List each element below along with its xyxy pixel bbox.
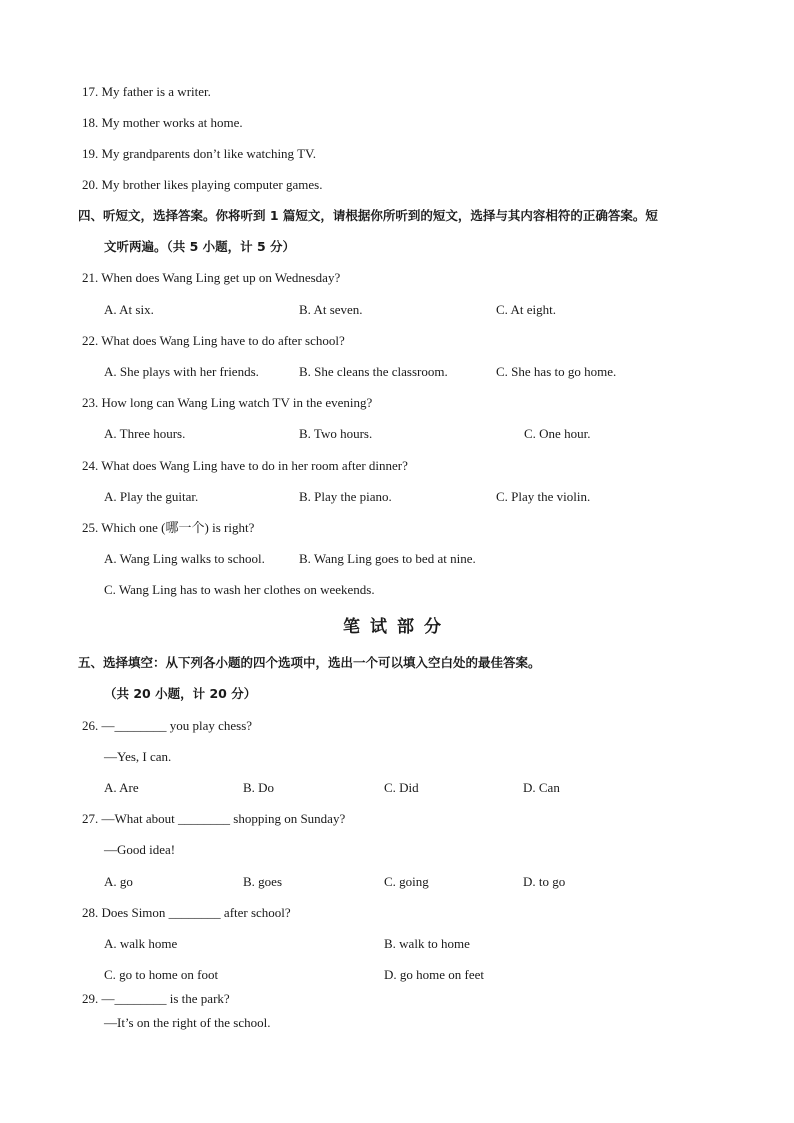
q29-reply: —It’s on the right of the school.: [104, 1015, 271, 1030]
q28-option-c: C. go to home on foot: [104, 967, 219, 982]
statement-19: 19. My grandparents don’t like watching TV.: [82, 146, 316, 161]
q25-option-c: C. Wang Ling has to wash her clothes on weekends.: [104, 582, 375, 597]
statement-17: 17. My father is a writer.: [82, 84, 211, 99]
question-23: 23. How long can Wang Ling watch TV in the evening?: [82, 395, 373, 410]
q28-option-d: D. go home on feet: [384, 967, 485, 982]
q25-option-a: A. Wang Ling walks to school.: [104, 551, 265, 566]
q23-option-a: A. Three hours.: [104, 426, 186, 441]
q22-option-c: C. She has to go home.: [496, 364, 617, 379]
q27-reply: —Good idea!: [104, 842, 176, 857]
question-24: 24. What does Wang Ling have to do in her room after dinner?: [82, 458, 408, 473]
question-21: 21. When does Wang Ling get up on Wednesday?: [82, 270, 341, 285]
q26-reply: —Yes, I can.: [104, 749, 172, 764]
q24-option-a: A. Play the guitar.: [104, 489, 199, 504]
q24-option-c: C. Play the violin.: [496, 489, 591, 504]
q21-option-b: B. At seven.: [299, 302, 363, 317]
section5-heading: 五、选择填空：从下列各小题的四个选项中，选出一个可以填入空白处的最佳答案。: [78, 655, 541, 670]
section4-heading: 四、听短文，选择答案。你将听到 1 篇短文，请根据你所听到的短文，选择与其内容相符的正确答案。短: [78, 208, 658, 223]
q27-option-b: B. goes: [243, 874, 282, 889]
written-section-title: 笔试部分: [343, 617, 451, 637]
q28-option-b: B. walk to home: [384, 936, 470, 951]
q26-option-c: C. Did: [384, 780, 419, 795]
section4-heading-cont: 文听两遍。（共 5 小题，计 5 分）: [104, 239, 296, 254]
q22-option-a: A. She plays with her friends.: [104, 364, 259, 379]
question-26: 26. —________ you play chess?: [82, 718, 253, 733]
q27-option-a: A. go: [104, 874, 133, 889]
statement-20: 20. My brother likes playing computer games.: [82, 177, 323, 192]
q27-option-c: C. going: [384, 874, 429, 889]
q28-option-a: A. walk home: [104, 936, 178, 951]
question-22: 22. What does Wang Ling have to do after school?: [82, 333, 345, 348]
q25-option-b: B. Wang Ling goes to bed at nine.: [299, 551, 476, 566]
section5-heading-cont: （共 20 小题，计 20 分）: [104, 686, 257, 701]
q21-option-a: A. At six.: [104, 302, 154, 317]
q26-option-a: A. Are: [104, 780, 139, 795]
q23-option-c: C. One hour.: [524, 426, 591, 441]
question-25: 25. Which one (哪一个) is right?: [82, 520, 255, 535]
question-27: 27. —What about ________ shopping on Sunday?: [82, 811, 346, 826]
question-29: 29. —________ is the park?: [82, 991, 230, 1006]
statement-18: 18. My mother works at home.: [82, 115, 243, 130]
q27-option-d: D. to go: [523, 874, 566, 889]
q24-option-b: B. Play the piano.: [299, 489, 392, 504]
q22-option-b: B. She cleans the classroom.: [299, 364, 448, 379]
question-28: 28. Does Simon ________ after school?: [82, 905, 291, 920]
q21-option-c: C. At eight.: [496, 302, 556, 317]
q26-option-b: B. Do: [243, 780, 275, 795]
q23-option-b: B. Two hours.: [299, 426, 373, 441]
q26-option-d: D. Can: [523, 780, 560, 795]
